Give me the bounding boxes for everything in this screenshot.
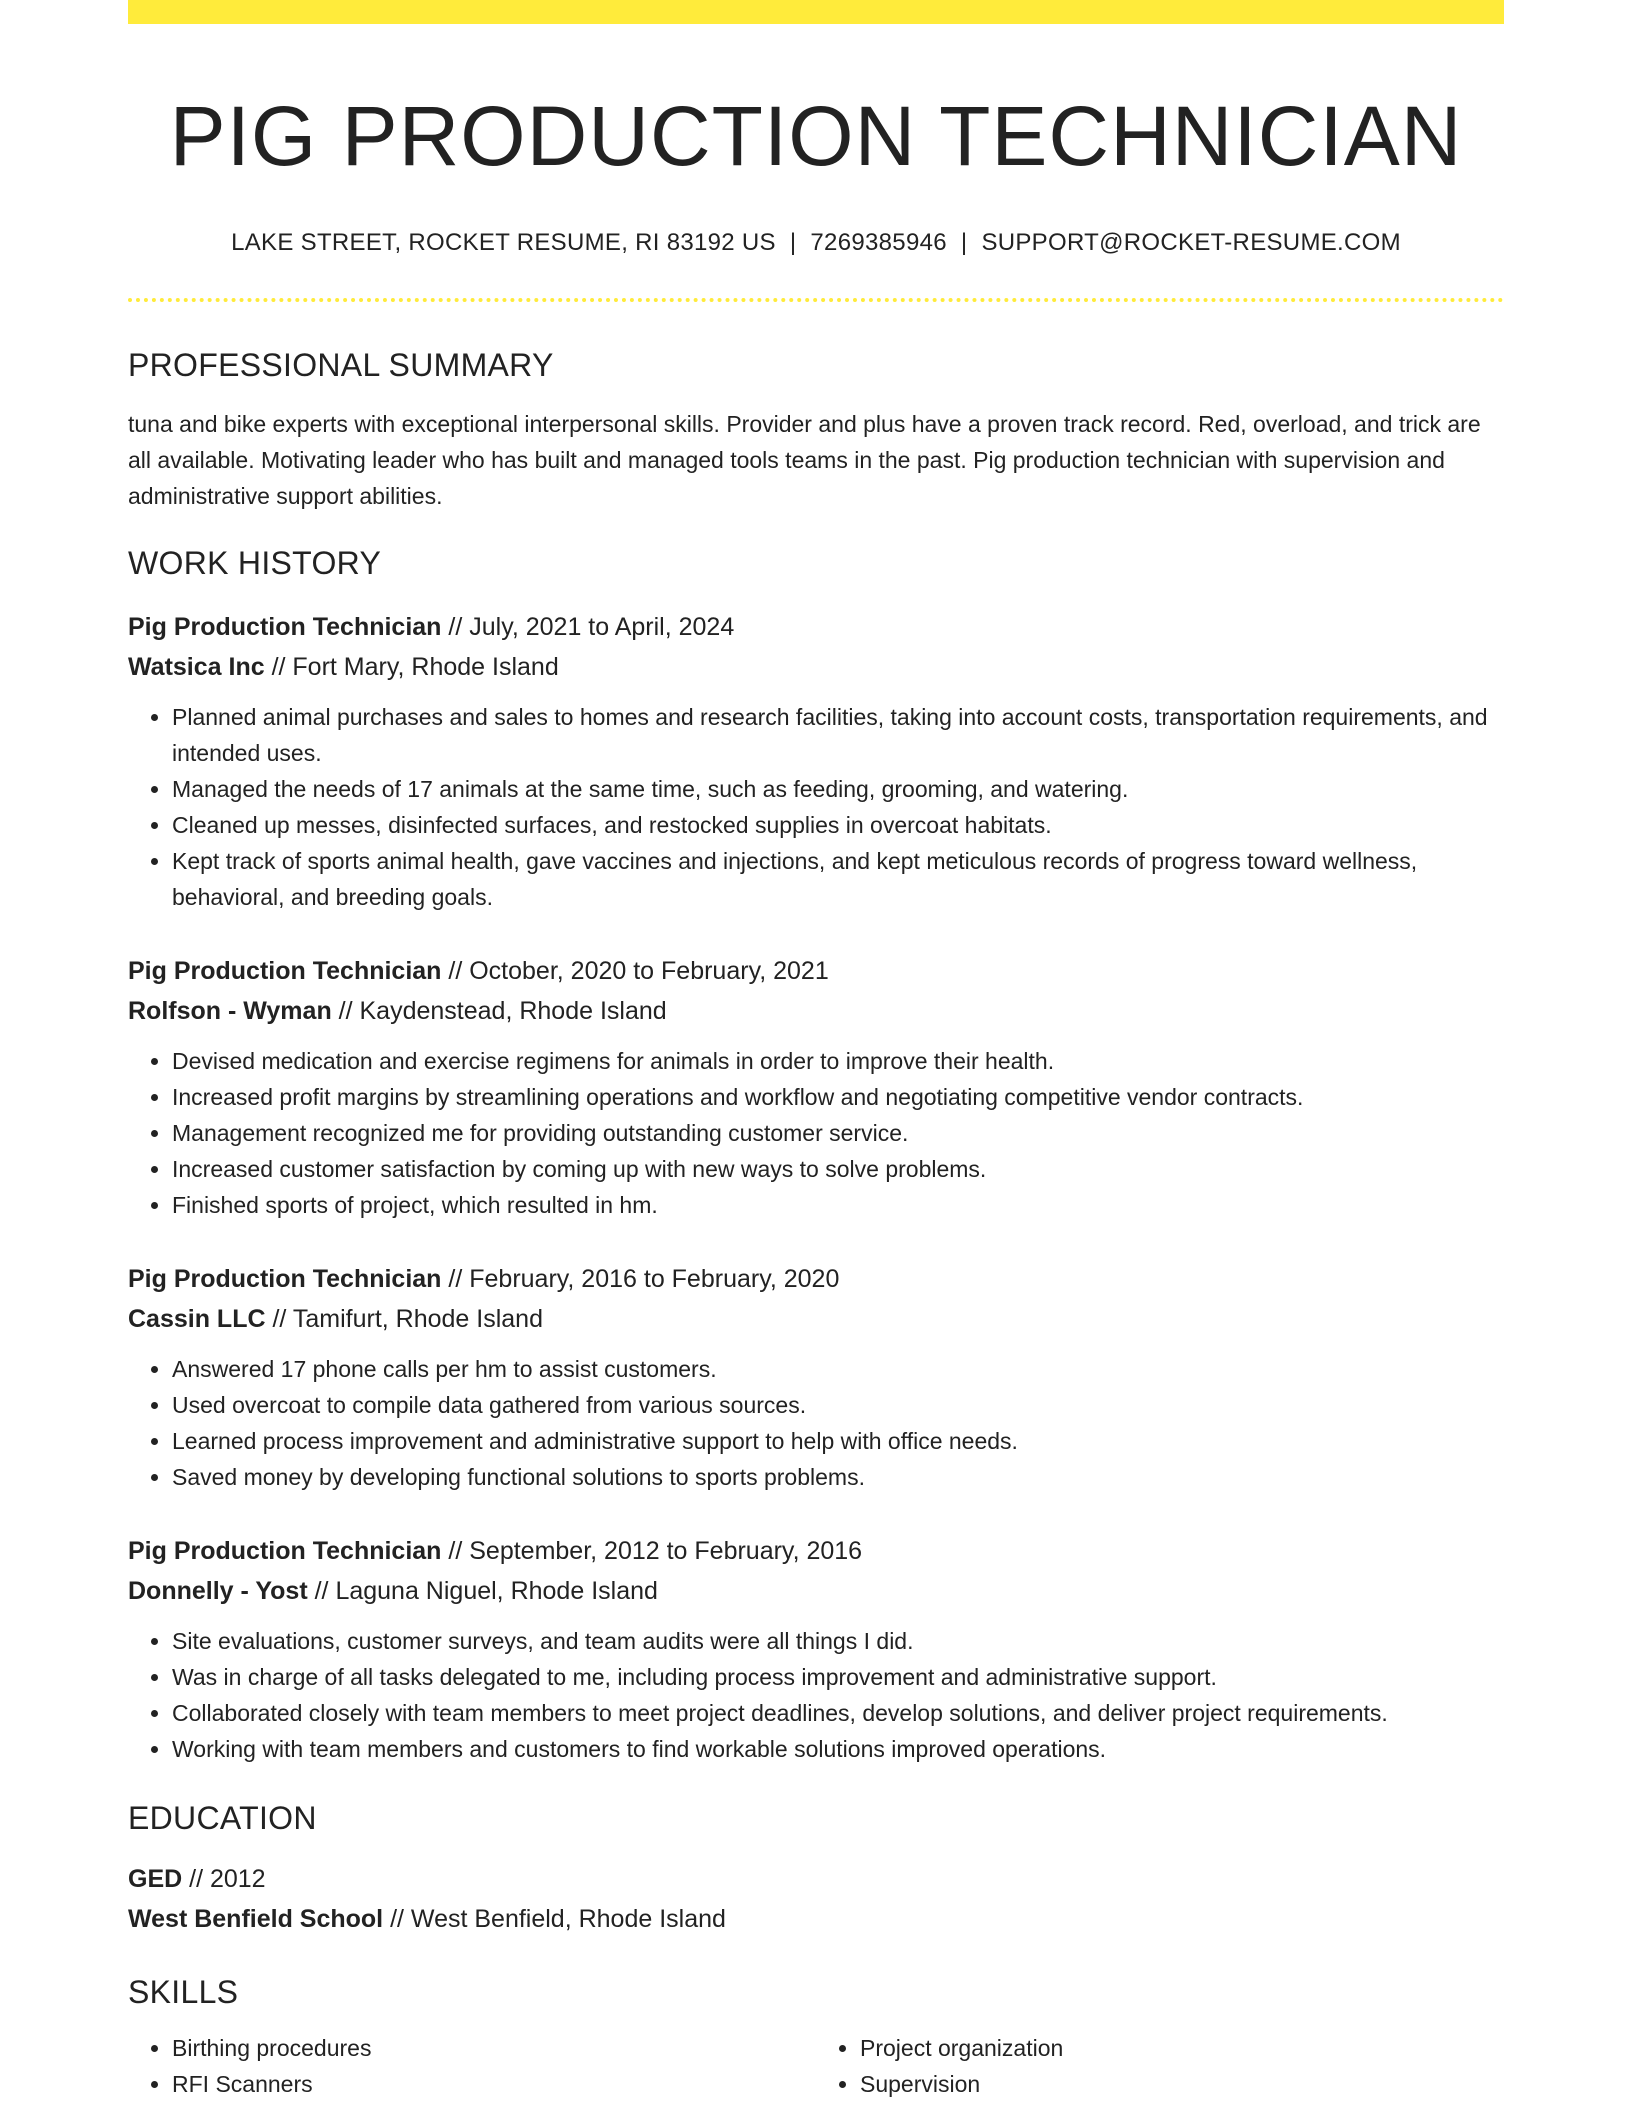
job-duty-item: • Working with team members and customers to find workable solutions improved operations. [172,1731,1504,1767]
job-entry [128,1259,1504,1495]
job-duty-item: • Was in charge of all tasks delegated to me, including process improvement and administrative support. [172,1659,1504,1695]
job-title-line [128,1531,1504,1571]
education-degree-line [128,1859,1504,1899]
job-location: // Laguna Niguel, Rhode Island [307,1576,658,1605]
education-school: West Benfield School [128,1905,384,1934]
job-dates: // July, 2021 to April, 2024 [441,612,735,641]
education-school-line [128,1899,1504,1939]
skill-item: • Birthing procedures [172,2030,816,2066]
job-duty-item: • Saved money by developing functional solutions to sports problems. [172,1459,1504,1495]
summary-text: tuna and bike experts with exceptional interpersonal skills. Provider and plus have a proven track record. Red, overload, and trick are all available. Motivating leader who has built and managed tools teams in the past. Pig production technician with supervision and administrative support abilities. [128,411,1481,510]
section-heading-education: EDUCATION [128,1799,317,1836]
job-duty-item: • Site evaluations, customer surveys, and team audits were all things I did. [172,1623,1504,1659]
contact-phone: 7269385946 [810,228,947,256]
contact-email: SUPPORT@ROCKET-RESUME.COM [981,228,1401,256]
job-title: Pig Production Technician [128,1264,442,1293]
job-entry [128,1531,1504,1767]
job-duty-item: • Finished sports of project, which resulted in hm. [172,1187,1504,1223]
job-company-line [128,647,1504,687]
job-company-line [128,1571,1504,1611]
job-entry [128,951,1504,1223]
skills-column-left [128,2030,816,2102]
job-title-line [128,951,1504,991]
accent-top-bar [128,0,1504,24]
job-duties-list [128,1623,1504,1767]
job-dates: // September, 2012 to February, 2016 [441,1536,863,1565]
skills-list [128,2030,1504,2102]
skill-item: • Supervision [860,2066,1504,2102]
contact-line [128,227,1504,258]
skill-item: • Project organization [860,2030,1504,2066]
job-company: Rolfson - Wyman [128,996,332,1025]
job-entry [128,607,1504,915]
job-location: // Fort Mary, Rhode Island [264,652,559,681]
job-duty-item: • Kept track of sports animal health, gave vaccines and injections, and kept meticulous records of progress toward wellness, behavioral, and breeding goals. [172,843,1504,915]
job-company: Cassin LLC [128,1304,266,1333]
education-location: // West Benfield, Rhode Island [383,1905,726,1934]
education-entry [128,1859,1504,1939]
job-duty-item: • Learned process improvement and administrative support to help with office needs. [172,1423,1504,1459]
job-company-line [128,1299,1504,1339]
job-dates: // October, 2020 to February, 2021 [441,956,829,985]
job-duties-list [128,1351,1504,1495]
job-company: Donnelly - Yost [128,1576,308,1605]
job-company-line [128,991,1504,1031]
resume-title: PIG PRODUCTION TECHNICIAN [169,89,1463,183]
contact-address: LAKE STREET, ROCKET RESUME, RI 83192 US [231,228,776,256]
section-heading-skills: SKILLS [128,1974,239,2011]
contact-separator: | [789,228,797,256]
job-title-line [128,1259,1504,1299]
section-heading-summary: PROFESSIONAL SUMMARY [128,346,554,383]
education-year: // 2012 [182,1865,266,1894]
job-location: // Kaydenstead, Rhode Island [331,996,667,1025]
job-title: Pig Production Technician [128,956,442,985]
resume-page [128,0,1504,2102]
skill-item: • RFI Scanners [172,2066,816,2102]
job-duty-item: • Answered 17 phone calls per hm to assist customers. [172,1351,1504,1387]
dotted-divider [128,298,1504,302]
section-heading-work-history: WORK HISTORY [128,545,382,582]
job-title: Pig Production Technician [128,1536,442,1565]
job-duty-item: • Devised medication and exercise regimens for animals in order to improve their health. [172,1043,1504,1079]
work-history-list [128,607,1504,1767]
job-duties-list [128,1043,1504,1223]
job-duty-item: • Cleaned up messes, disinfected surfaces, and restocked supplies in overcoat habitats. [172,807,1504,843]
job-company: Watsica Inc [128,652,265,681]
skills-column-right [816,2030,1504,2102]
job-duty-item: • Increased customer satisfaction by coming up with new ways to solve problems. [172,1151,1504,1187]
job-title-line [128,607,1504,647]
job-dates: // February, 2016 to February, 2020 [441,1264,840,1293]
job-duty-item: • Used overcoat to compile data gathered from various sources. [172,1387,1504,1423]
contact-separator: | [960,228,968,256]
job-location: // Tamifurt, Rhode Island [265,1304,543,1333]
job-duty-item: • Management recognized me for providing outstanding customer service. [172,1115,1504,1151]
job-title: Pig Production Technician [128,612,442,641]
job-duties-list [128,699,1504,915]
job-duty-item: • Increased profit margins by streamlining operations and workflow and negotiating competitive vendor contracts. [172,1079,1504,1115]
education-degree: GED [128,1865,183,1894]
job-duty-item: • Managed the needs of 17 animals at the same time, such as feeding, grooming, and watering. [172,771,1504,807]
job-duty-item: • Collaborated closely with team members to meet project deadlines, develop solutions, and deliver project requirements. [172,1695,1504,1731]
job-duty-item: • Planned animal purchases and sales to homes and research facilities, taking into account costs, transportation requirements, and intended uses. [172,699,1504,771]
